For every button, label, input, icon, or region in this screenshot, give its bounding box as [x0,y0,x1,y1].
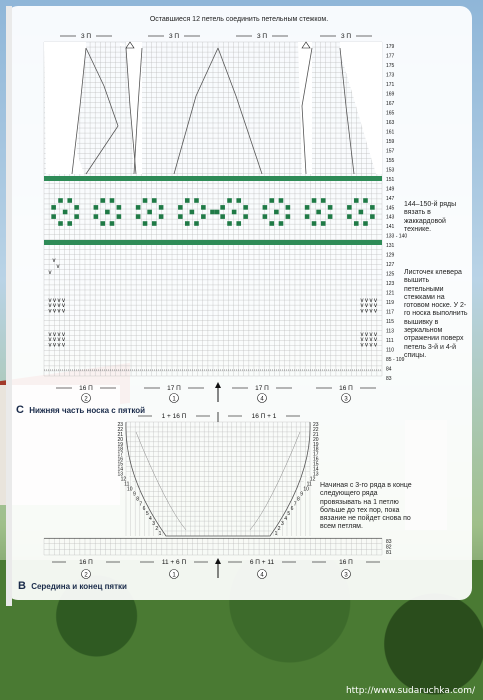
heel-row-right-6: 18 [313,446,319,453]
leaf-left-a-2-1: v [53,308,56,315]
row-label-main-32: 111 [386,338,394,345]
heel-row-left-21: 3 [152,521,155,528]
leaf-stem-left-3: v [48,270,52,276]
heel-row-left-14: 10 [127,486,133,493]
heel-row-left-17: 7 [139,501,143,508]
clover-1-g [100,221,105,226]
clover-5-d [286,205,291,210]
row-label-main-22: 131 [386,243,395,250]
row-label-lower-2: 82 [386,544,392,551]
clover-4-d [243,205,248,210]
leaf-right-b-1-3: v [374,337,377,344]
bottom-width-lower-2: 11 + 6 П [161,559,187,566]
clover-2-f [159,214,164,219]
heel-row-left-8: 16 [117,456,123,463]
shaping-line-5 [218,48,262,174]
note-jacquard: 144–150-й ряды вязать в жаккардовой технике. [404,201,457,233]
clover-3-h [194,221,199,226]
heel-row-left-2: 22 [117,426,123,433]
clover-5-g [269,221,274,226]
heel-row-left-6: 18 [117,446,123,453]
bottom-width-main-3: 17 П [255,385,269,392]
leaf-right-a-0-0: v [360,298,364,304]
row-label-main-29: 117 [386,309,394,316]
clover-6-h [321,221,326,226]
clover-6-d [328,205,333,210]
needle-marker-lower-text-1: 2 [84,572,88,579]
row-label-main-15: 151 [386,176,395,183]
leaf-left-b-0-2: v [57,332,61,338]
row-label-main-36: 83 [386,376,392,382]
needle-marker-main-text-2: 1 [172,396,176,403]
clover-3-f [201,214,206,219]
section-c-title: Нижняя часть носка с пяткой [29,406,146,415]
row-label-main-1: 179 [386,44,395,50]
heel-row-right-14: 10 [303,486,309,493]
clover-1-a [100,198,105,203]
clover-4-f [243,214,248,219]
heel-row-right-18: 6 [290,506,294,513]
clover-7-d [370,205,375,210]
clover-4-b [236,198,241,203]
shaping-line-4 [86,48,118,174]
clover-6-a [312,198,317,203]
clover-5-h [279,221,284,226]
leaf-left-b-1-2: v [57,337,61,344]
row-label-main-16: 149 [386,186,395,193]
leaf-right-a-2-2: v [369,308,373,315]
leaf-left-b-1-0: v [48,337,52,344]
needle-marker-main-text-1: 2 [84,396,88,403]
row-label-main-7: 167 [386,100,395,107]
top-width-label-1: 3 П [80,33,92,40]
row-label-main-18: 145 [386,205,395,212]
row-label-main-11: 159 [386,138,395,145]
row-label-main-13: 155 [386,157,395,164]
bottom-width-main-4: 16 П [339,385,353,392]
clover-7-f [370,214,375,219]
leaf-right-b-2-3: v [374,342,377,349]
leaf-right-a-0-3: v [374,298,377,304]
leaf-left-a-1-2: v [57,303,61,310]
section-c-label [16,404,145,416]
top-width-label-3: 3 П [256,33,268,40]
section-b-title: Середина и конец пятки [31,582,127,591]
heel-row-left-13: 11 [124,481,130,488]
heel-row-right-13: 11 [306,481,312,488]
clover-5-c [263,205,268,210]
clover-7-e [347,214,352,219]
row-label-main-2: 177 [386,53,395,60]
heel-row-right-8: 16 [313,456,319,463]
clover-0-d [74,205,79,210]
heel-row-right-23: 1 [274,531,278,538]
heel-row-right-10: 14 [313,466,319,473]
row-label-main-21: 133 - 140 [386,233,408,240]
heel-row-left-18: 6 [142,506,146,513]
heel-row-right-11: 13 [313,471,319,478]
clover-1-e [94,214,99,219]
leaf-left-a-0-3: v [62,298,65,304]
top-width-label-2: 3 П [168,33,180,40]
needle-marker-main-text-4: 3 [344,396,348,403]
leaf-left-a-0-2: v [57,298,61,304]
leaf-right-a-0-1: v [365,298,368,304]
bottom-width-lower-4: 16 П [339,559,353,566]
heel-row-right-22: 2 [277,526,281,533]
clover-1-f [117,214,122,219]
heel-row-left-12: 12 [120,476,127,483]
pattern-sheet [6,6,472,600]
clover-0-f [74,214,79,219]
heel-row-left-15: 9 [133,491,136,498]
header-caption: Оставшиеся 12 петель соединить петельным стежком. [149,16,329,23]
leaf-left-b-0-1: v [53,332,56,338]
clover-4-e [220,214,225,219]
leaf-right-b-0-1: v [365,332,368,338]
heel-row-left-20: 4 [149,516,152,523]
row-label-main-9: 163 [386,119,395,126]
heel-row-left-1: 23 [117,421,123,428]
clover-4-c [220,205,225,210]
row-label-main-31: 113 [386,328,394,335]
clover-7-h [363,221,368,226]
clover-4-g [227,221,232,226]
heel-row-right-15: 9 [300,491,303,498]
leaf-left-b-1-1: v [53,337,56,344]
clover-4-i [232,210,237,215]
clover-6-e [305,214,310,219]
note-heel: Начиная с 3-го ряда в конце следующего ряда провязывать на 1 петлю больше до тех пор, пока вязание не пойдет снова по всем петлям. [320,482,412,531]
row-label-lower-1: 83 [386,539,392,545]
leaf-left-b-2-0: v [48,342,52,349]
leaf-left-a-2-2: v [57,308,61,315]
row-label-main-24: 127 [386,262,395,269]
heel-top-width-1: 1 + 16 П [161,413,187,420]
row-label-main-3: 175 [386,62,395,69]
leaf-left-a-0-0: v [48,298,52,304]
heel-row-left-10: 14 [117,466,123,473]
leaf-right-a-1-3: v [374,303,377,310]
heel-row-right-19: 5 [287,511,291,518]
needle-marker-lower-text-2: 1 [172,572,176,579]
clover-7-i [359,210,364,215]
clover-2-i [147,210,152,215]
center-arrow-lower-head [215,558,221,564]
leaf-right-a-2-1: v [365,308,368,315]
leaf-right-b-1-0: v [360,337,364,344]
leaf-left-a-2-0: v [48,308,52,315]
clover-3-e [178,214,183,219]
needle-marker-lower-text-3: 4 [260,572,264,579]
heel-row-right-7: 17 [313,451,319,458]
lower-grid [44,538,382,555]
clover-1-c [94,205,99,210]
heel-row-right-4: 20 [313,436,319,443]
watermark: http://www.sudaruchka.com/ [345,686,475,696]
clover-7-a [354,198,359,203]
stripe-top [44,176,382,181]
leaf-left-b-2-1: v [53,342,56,349]
stripe-bottom [44,240,382,245]
row-label-main-25: 125 [386,271,395,278]
clover-2-a [143,198,148,203]
clover-2-e [136,214,141,219]
row-label-main-6: 169 [386,91,395,98]
clover-1-b [110,198,115,203]
clover-5-f [286,214,291,219]
clover-2-b [152,198,157,203]
leaf-right-a-2-0: v [360,308,364,315]
heel-row-right-16: 8 [297,496,300,503]
clover-0-i [63,210,68,215]
heel-grid [126,422,310,536]
heel-row-right-20: 4 [284,516,287,523]
heel-top-width-2: 16 П + 1 [251,413,277,420]
heel-row-right-1: 23 [313,421,319,428]
row-label-main-26: 123 [386,281,395,288]
leaf-right-a-1-2: v [369,303,373,310]
clover-2-d [159,205,164,210]
leaf-left-b-2-2: v [57,342,61,349]
leaf-right-a-1-1: v [365,303,368,310]
heel-row-left-23: 1 [158,531,162,538]
leaf-right-b-0-0: v [360,332,364,338]
leaf-right-b-1-2: v [369,337,373,344]
clover-3-d [201,205,206,210]
row-label-main-4: 173 [386,72,395,79]
clover-4-a [227,198,232,203]
needle-marker-lower-text-4: 3 [344,572,348,579]
row-label-main-35: 84 [386,366,392,373]
clover-5-a [269,198,274,203]
heel-row-left-11: 13 [117,471,123,478]
row-label-main-19: 143 [386,214,395,221]
note-clover: Листочек клевера вышить петельными стежками на готовом носке. У 2-го носка выполнить вышивку в зеркальном отражении поверх петель 3-й и 4-й спицы. [404,269,468,359]
row-label-main-33: 110 [386,347,394,354]
row-label-main-23: 129 [386,252,395,259]
row-label-main-8: 165 [386,110,395,117]
clover-1-h [110,221,115,226]
leaf-right-b-2-2: v [369,342,373,349]
clover-3-b [194,198,199,203]
leaf-right-a-0-2: v [369,298,373,304]
heel-row-left-16: 8 [136,496,139,503]
heel-row-right-12: 12 [309,476,316,483]
row-label-main-27: 121 [386,290,395,297]
clover-7-c [347,205,352,210]
leaf-left-a-2-3: v [62,308,65,315]
clover-6-g [312,221,317,226]
clover-0-b [67,198,72,203]
clover-4-h [236,221,241,226]
clover-0-c [51,205,56,210]
clover-3-a [185,198,190,203]
heel-row-left-4: 20 [117,436,123,443]
heel-row-left-3: 21 [117,431,123,438]
heel-row-left-7: 17 [117,451,123,458]
heel-row-right-2: 22 [313,426,319,433]
row-label-main-14: 153 [386,167,395,174]
row-label-main-28: 119 [386,300,394,307]
leaf-left-a-1-0: v [48,303,52,310]
row-label-main-34: 85 - 109 [386,357,405,364]
leaf-left-b-0-0: v [48,332,52,338]
heel-row-left-9: 15 [117,461,123,468]
row-label-main-12: 157 [386,148,395,155]
leaf-left-b-1-3: v [62,337,65,344]
clover-6-f [328,214,333,219]
clover-3-i [190,210,195,215]
clover-5-e [263,214,268,219]
heel-row-right-5: 19 [313,441,319,448]
heel-row-right-3: 21 [313,431,319,438]
clover-6-i [316,210,321,215]
clover-6-b [321,198,326,203]
clover-0-a [58,198,63,203]
top-width-label-4: 3 П [340,33,352,40]
bottom-width-lower-1: 16 П [79,559,93,566]
leaf-stem-left-2: v [56,264,60,270]
leaf-left-b-2-3: v [62,342,65,349]
section-c-letter: C [16,404,24,416]
heel-row-right-21: 3 [281,521,284,528]
row-label-main-30: 115 [386,319,394,326]
bottom-width-main-1: 16 П [79,385,93,392]
leaf-right-b-2-1: v [365,342,368,349]
clover-3-c [178,205,183,210]
leaf-left-a-1-3: v [62,303,65,310]
clover-3-g [185,221,190,226]
leaf-stem-left-1: v [52,258,56,264]
leaf-left-a-1-1: v [53,303,56,310]
leaf-right-a-1-0: v [360,303,364,310]
leaf-left-a-0-1: v [53,298,56,304]
center-arrow-main-head [215,382,221,388]
heel-row-right-17: 7 [293,501,297,508]
leaf-right-b-1-1: v [365,337,368,344]
clover-5-b [279,198,284,203]
heel-row-right-9: 15 [313,461,319,468]
clover-7-b [363,198,368,203]
leaf-left-b-0-3: v [62,332,65,338]
clover-5-i [274,210,279,215]
cross-dot-l [215,210,220,215]
clover-0-h [67,221,72,226]
clover-1-i [105,210,110,215]
clover-7-g [354,221,359,226]
heel-row-left-22: 2 [155,526,159,533]
cross-dot-ll [210,210,215,215]
clover-2-g [143,221,148,226]
heel-row-left-5: 19 [117,441,123,448]
row-label-main-20: 141 [386,224,395,231]
clover-0-g [58,221,63,226]
section-b-label [18,580,127,592]
shaping-line-6 [174,48,218,174]
section-b-letter: B [18,580,26,592]
leaf-right-b-0-3: v [374,332,377,338]
heel-row-left-19: 5 [145,511,149,518]
leaf-right-b-2-0: v [360,342,364,349]
row-label-main-17: 147 [386,195,395,202]
clover-0-e [51,214,56,219]
row-label-lower-3: 81 [386,549,392,556]
bottom-width-lower-3: 6 П + 11 [249,559,275,566]
bottom-width-main-2: 17 П [167,385,181,392]
needle-marker-main-text-3: 4 [260,396,264,403]
clover-1-d [117,205,122,210]
row-label-main-5: 171 [386,81,395,88]
leaf-right-b-0-2: v [369,332,373,338]
leaf-right-a-2-3: v [374,308,377,315]
row-label-main-10: 161 [386,129,395,136]
clover-2-c [136,205,141,210]
clover-2-h [152,221,157,226]
clover-6-c [305,205,310,210]
